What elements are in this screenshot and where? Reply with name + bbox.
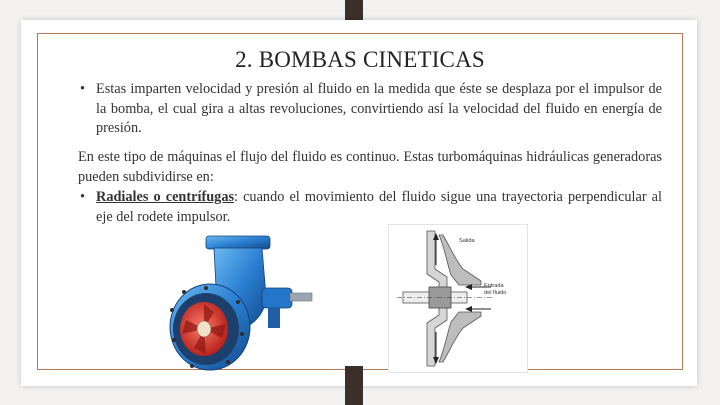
bullet-text: Estas imparten velocidad y presión al fluido en la medida que éste se desplaza por el impulsor de la bomba, el cual gira a altas revoluciones, convirtiendo así la velocidad del fluido en energía de presión. [96, 81, 662, 136]
radial-pump-diagram [388, 224, 528, 373]
slide-title: 2. BOMBAS CINETICAS [235, 47, 485, 72]
radial-term: Radiales o centrífugas [96, 189, 235, 205]
bottom-decor-tab [345, 366, 363, 405]
bullet-velocity-pressure [80, 80, 662, 139]
bullet-marker: • [80, 81, 86, 97]
label-entrada: Entrada [484, 283, 504, 289]
bullet-radial-pumps [80, 188, 662, 227]
label-salida: Salida [459, 238, 475, 244]
paragraph-continuous-flow: En este tipo de máquinas el flujo del fluido es continuo. Estas turbomáquinas hidráulicas generadoras pueden subdividirse en: [78, 149, 662, 185]
bullet-marker: • [80, 189, 86, 205]
axial-pump-image [158, 230, 318, 378]
label-del-fluido: del fluido [484, 290, 507, 296]
radial-description: : cuando el movimiento del fluido sigue una trayectoria perpendicular al eje del rodete impulsor. [96, 189, 662, 225]
